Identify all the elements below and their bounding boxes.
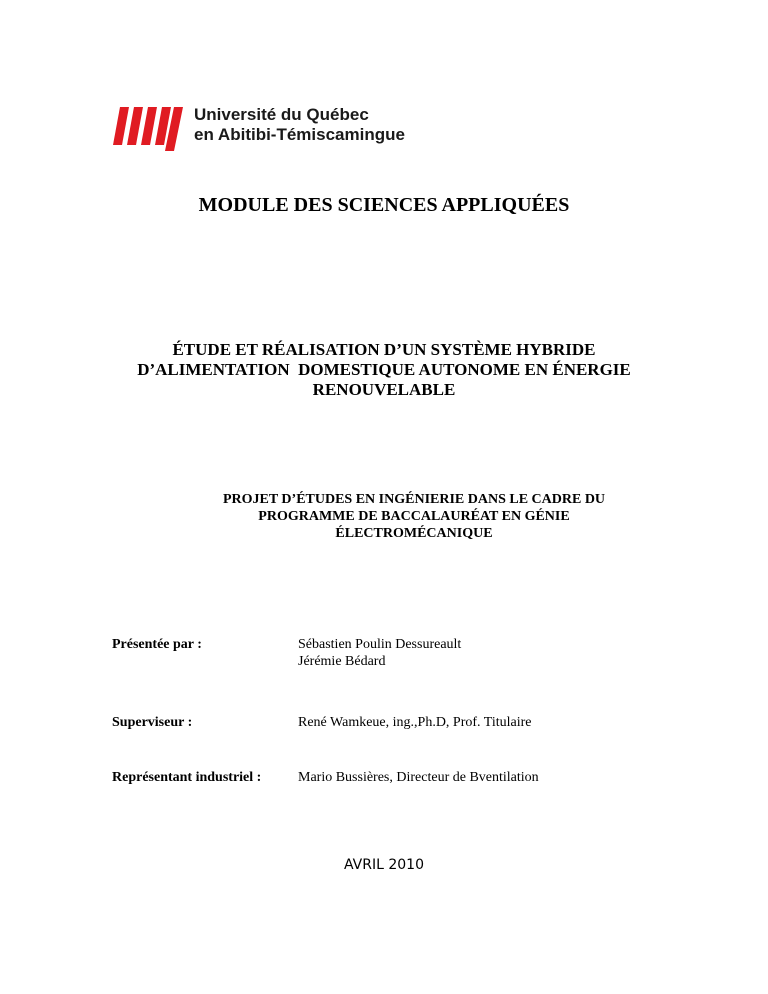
presented-by-label: Présentée par : — [112, 637, 202, 652]
university-logo — [112, 101, 412, 151]
project-description-line2: PROGRAMME DE BACCALAURÉAT EN GÉNIE — [258, 509, 570, 524]
thesis-title-line3: RENOUVELABLE — [312, 380, 456, 399]
thesis-title-line1: ÉTUDE ET RÉALISATION D’UN SYSTÈME HYBRIDE — [172, 340, 596, 359]
author-1: Sébastien Poulin Dessureault — [298, 637, 462, 652]
project-description — [174, 491, 654, 542]
university-name-line2: en Abitibi-Témiscamingue — [194, 125, 405, 144]
supervisor-value: René Wamkeue, ing.,Ph.D, Prof. Titulaire — [298, 715, 532, 730]
university-name-line1: Université du Québec — [194, 105, 369, 124]
authors-list — [298, 636, 461, 670]
thesis-title-line2: D’ALIMENTATION DOMESTIQUE AUTONOME EN ÉNERGIE — [137, 360, 631, 379]
submission-date: AVRIL 2010 — [344, 857, 424, 873]
project-description-line3: ÉLECTROMÉCANIQUE — [335, 526, 493, 541]
university-name — [194, 105, 405, 145]
uqat-logo-icon — [112, 101, 184, 151]
industrial-rep-label: Représentant industriel : — [112, 770, 262, 785]
supervisor-label: Superviseur : — [112, 715, 193, 730]
thesis-title — [84, 340, 684, 400]
author-2: Jérémie Bédard — [298, 654, 386, 669]
module-title: MODULE DES SCIENCES APPLIQUÉES — [198, 194, 570, 216]
industrial-rep-value: Mario Bussières, Directeur de Bventilation — [298, 770, 539, 785]
project-description-line1: PROJET D’ÉTUDES EN INGÉNIERIE DANS LE CADRE DU — [222, 492, 606, 507]
